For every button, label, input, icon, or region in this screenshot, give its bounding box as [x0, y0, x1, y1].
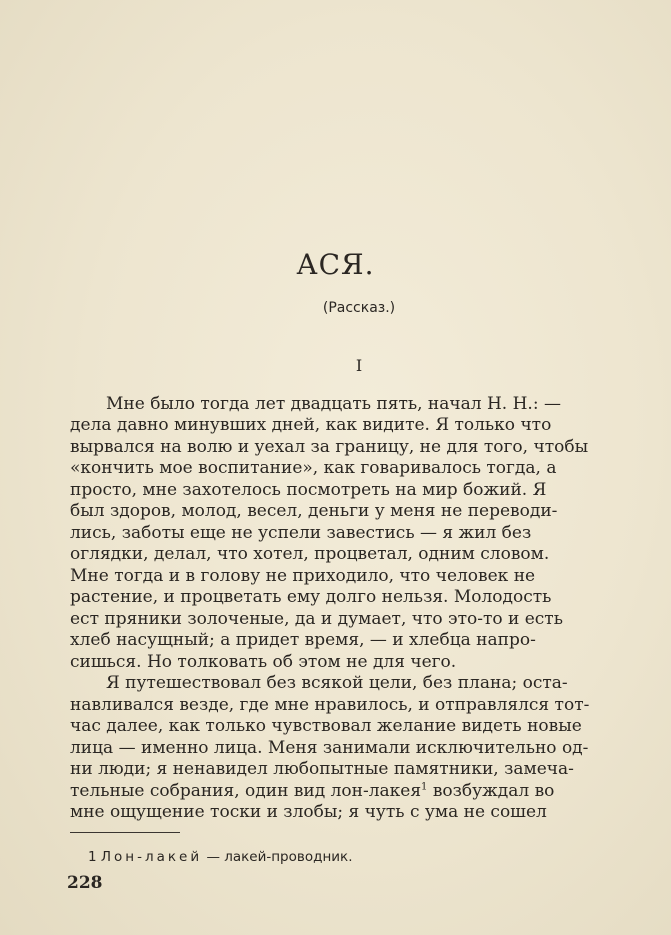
text-span: возбуждал во	[432, 781, 555, 801]
footnote	[88, 849, 353, 865]
text-line: ест пряники золоченые, да и думает, что это-то и есть	[70, 609, 563, 629]
story-subtitle: (Рассказ.)	[322, 300, 396, 316]
text-line: ни люди; я ненавидел любопытные памятники, замеча-	[70, 759, 574, 779]
chapter-number: I	[355, 356, 363, 375]
text-line: навливался везде, где мне нравилось, и отправлялся тот-	[70, 695, 590, 715]
text-line: лись, заботы еще не успели завестись — я жил без	[70, 523, 532, 543]
text-line: мне ощущение тоски и злобы; я чуть с ума не сошел	[70, 802, 547, 822]
text-line: дела давно минувших дней, как видите. Я только что	[70, 415, 552, 435]
text-line: был здоров, молод, весел, деньги у меня не переводи-	[70, 501, 558, 521]
text-line: сишься. Но толковать об этом не для чего.	[70, 652, 457, 672]
text-line: растение, и процветать ему долго нельзя. Молодость	[70, 587, 552, 607]
text-line: просто, мне захотелось посмотреть на мир божий. Я	[70, 480, 547, 500]
text-line: вырвался на волю и уехал за границу, не для того, чтобы	[70, 437, 589, 457]
text-line: оглядки, делал, что хотел, процветал, одним словом.	[70, 544, 550, 564]
footnote-term: Лон-лакей	[100, 849, 203, 865]
page-number: 228	[67, 873, 103, 893]
footnote-divider	[70, 832, 180, 833]
text-line	[70, 781, 554, 802]
story-title: АСЯ.	[296, 248, 375, 281]
text-line: «кончить мое воспитание», как говаривалось тогда, а	[70, 458, 557, 478]
footnote-reference: 1	[421, 781, 428, 793]
text-line: лица — именно лица. Меня занимали исключительно од-	[70, 738, 589, 758]
footnote-marker: 1	[88, 849, 97, 865]
footnote-definition: — лакей-проводник.	[206, 849, 353, 865]
text-line: Я путешествовал без всякой цели, без плана; оста-	[106, 673, 568, 693]
text-line: Мне было тогда лет двадцать пять, начал Н. Н.: —	[106, 394, 561, 414]
text-span: тельные собрания, один вид лон-лакея	[70, 781, 422, 801]
text-line: час далее, как только чувствовал желание видеть новые	[70, 716, 582, 736]
text-line: Мне тогда и в голову не приходило, что человек не	[70, 566, 536, 586]
text-line: хлеб насущный; а придет время, — и хлебца напро-	[70, 630, 536, 650]
